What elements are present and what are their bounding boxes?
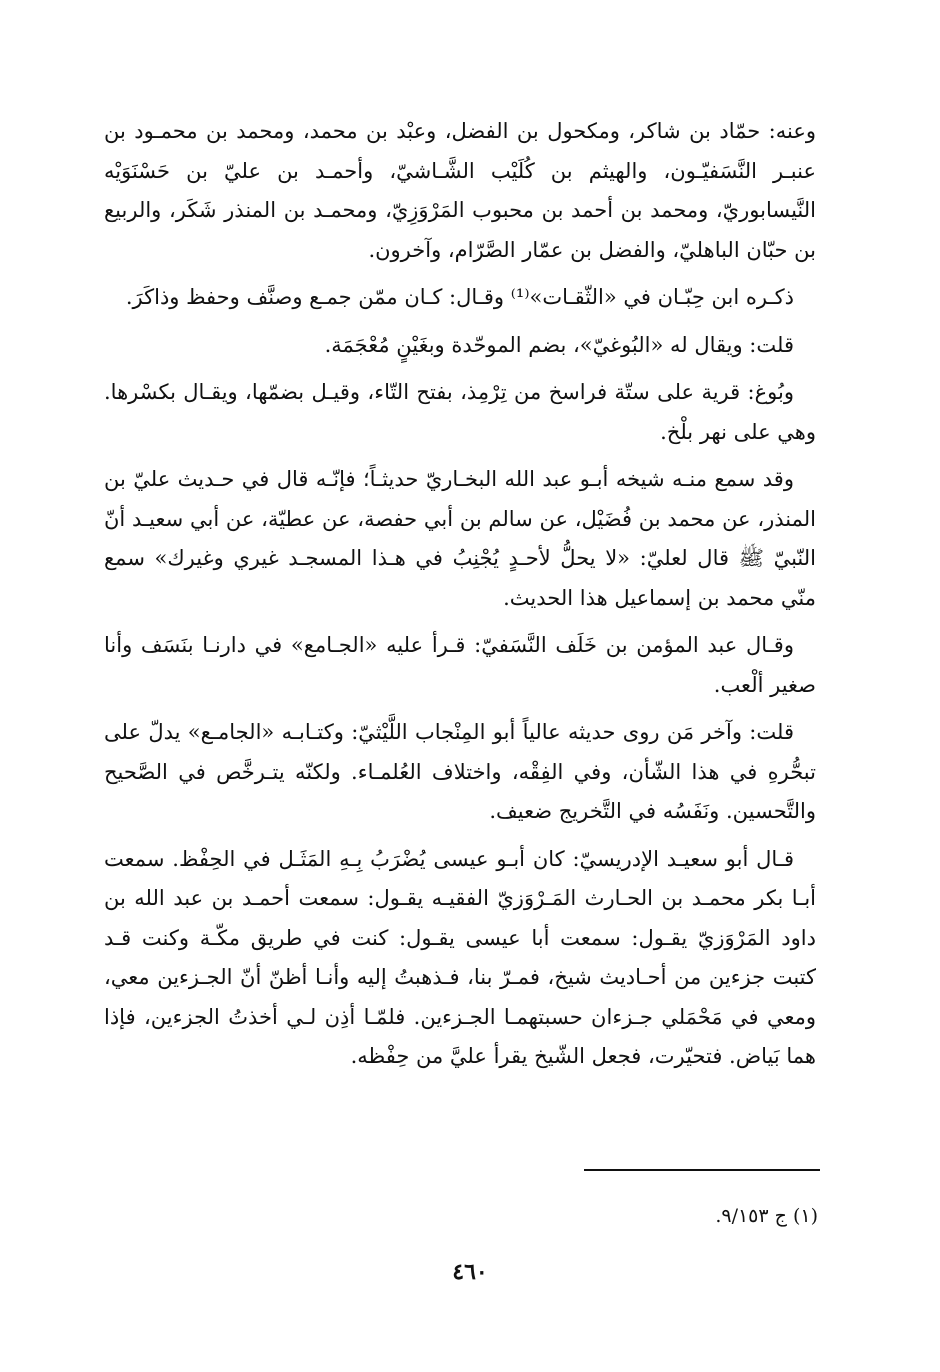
paragraph-abu-alminjab: قلت: وآخر مَن روى حديثه عالياً أبو المِنْجاب اللَّيْثيّ: وكتـابـه «الجامـع» يدلّ على تبحُّرهِ في هذا الشّأن، وفي الفِقْه، واختلاف العُلمـاء. ولكنّه يتـرخَّص في الصَّحيح والتَّحسين. ونَفَسُه في التَّخريج ضعيف. [104, 720, 816, 823]
main-text [104, 112, 816, 1085]
paragraph-bukhari-hadith: وقد سمع منـه شيخه أبـو عبد الله البخـاريّ حديثـاً؛ فإنّـه قال في حـديث عليّ بن المنذر، عن محمد بن فُضَيْل، عن سالم بن أبي حفصة، عن عطيّة، عن أبي سعيـد أنّ النّبيّ ﷺ قال لعليّ: «لا يحلُّ لأحـدٍ يُجْنِبُ في هـذا المسجـد غيري وغيرك» سمع منّي محمد بن إسماعيل هذا الحديث. [104, 467, 816, 610]
paragraph-narrators: وعنه: حمّاد بن شاكر، ومكحول بن الفضل، وعبْد بن محمد، ومحمد بن محمـود بن عنبـر النَّسَفيّـون، والهيثم بن كُلَيْب الشَّـاشيّ، وأحمـد بن عليّ بن حَسْنَوَيْه النَّيسابوريّ، ومحمد بن أحمد بن محبوب المَرْوَزِيّ، ومحمـد بن المنذر شَكَر، والربيع بن حبّان الباهليّ، والفضل بن عمّار الصَّرّام، وآخرون. [104, 119, 816, 262]
paragraph-idrisi: قـال أبو سعيـد الإدريسيّ: كان أبـو عيسى يُضْرَبُ بِـهِ المَثَـل في الحِفْظ. سمعت أبـا بكر محمـد بن الحـارث المَـرْوَزيّ الفقيـه يقـول: سمعت أحمـد بن عبد الله بن داود المَرْوَزيّ يقـول: سمعت أبا عيسى يقـول: كنت في طريق مكّـة وكنت قـد كتبت جزءين من أحـاديث شيخ، فمـرّ بنا، فـذهبتُ إليه وأنـا أظنّ أنّ الجـزءين معي، ومعي في مَحْمَلي جـزءان حسبتهمـا الجـزءين. فلمّـا أذِن لـي أخذتُ الجزءين، فإذا هما بَياض. فتحيّرت، فجعل الشّيخ يقرأ عليَّ من حِفْظه. [104, 846, 816, 1068]
paragraph-abd-almumin: وقـال عبد المؤمن بن خَلَف النَّسَفيّ: قـرأ عليه «الجـامع» في دارنـا بنَسَف وأنا صغير ألْعب. [104, 633, 816, 697]
paragraph-bugh: وبُوغ: قرية على ستّة فراسخ من تِرْمِذ، بفتح التّاء، وقيـل بضمّها، ويقـال بكسْرها. وهي على نهر بلْخ. [104, 380, 816, 444]
paragraph-ibn-hibban: ذكـره ابن حِبّـان في «الثّقـات»⁽¹⁾ وقـال: كـان ممّن جمـع وصنَّف وحفظ وذاكَرَ. [125, 285, 794, 309]
paragraph-albughi: قلت: ويقال له «البُوغيّ»، بضم الموحّدة وبغَيْنٍ مُعْجَمَة. [324, 332, 794, 357]
footnote-divider [584, 1169, 820, 1171]
footnote: (١) ج ٩/١٥٣. [715, 1205, 818, 1227]
page-number: ٤٦٠ [452, 1259, 488, 1285]
